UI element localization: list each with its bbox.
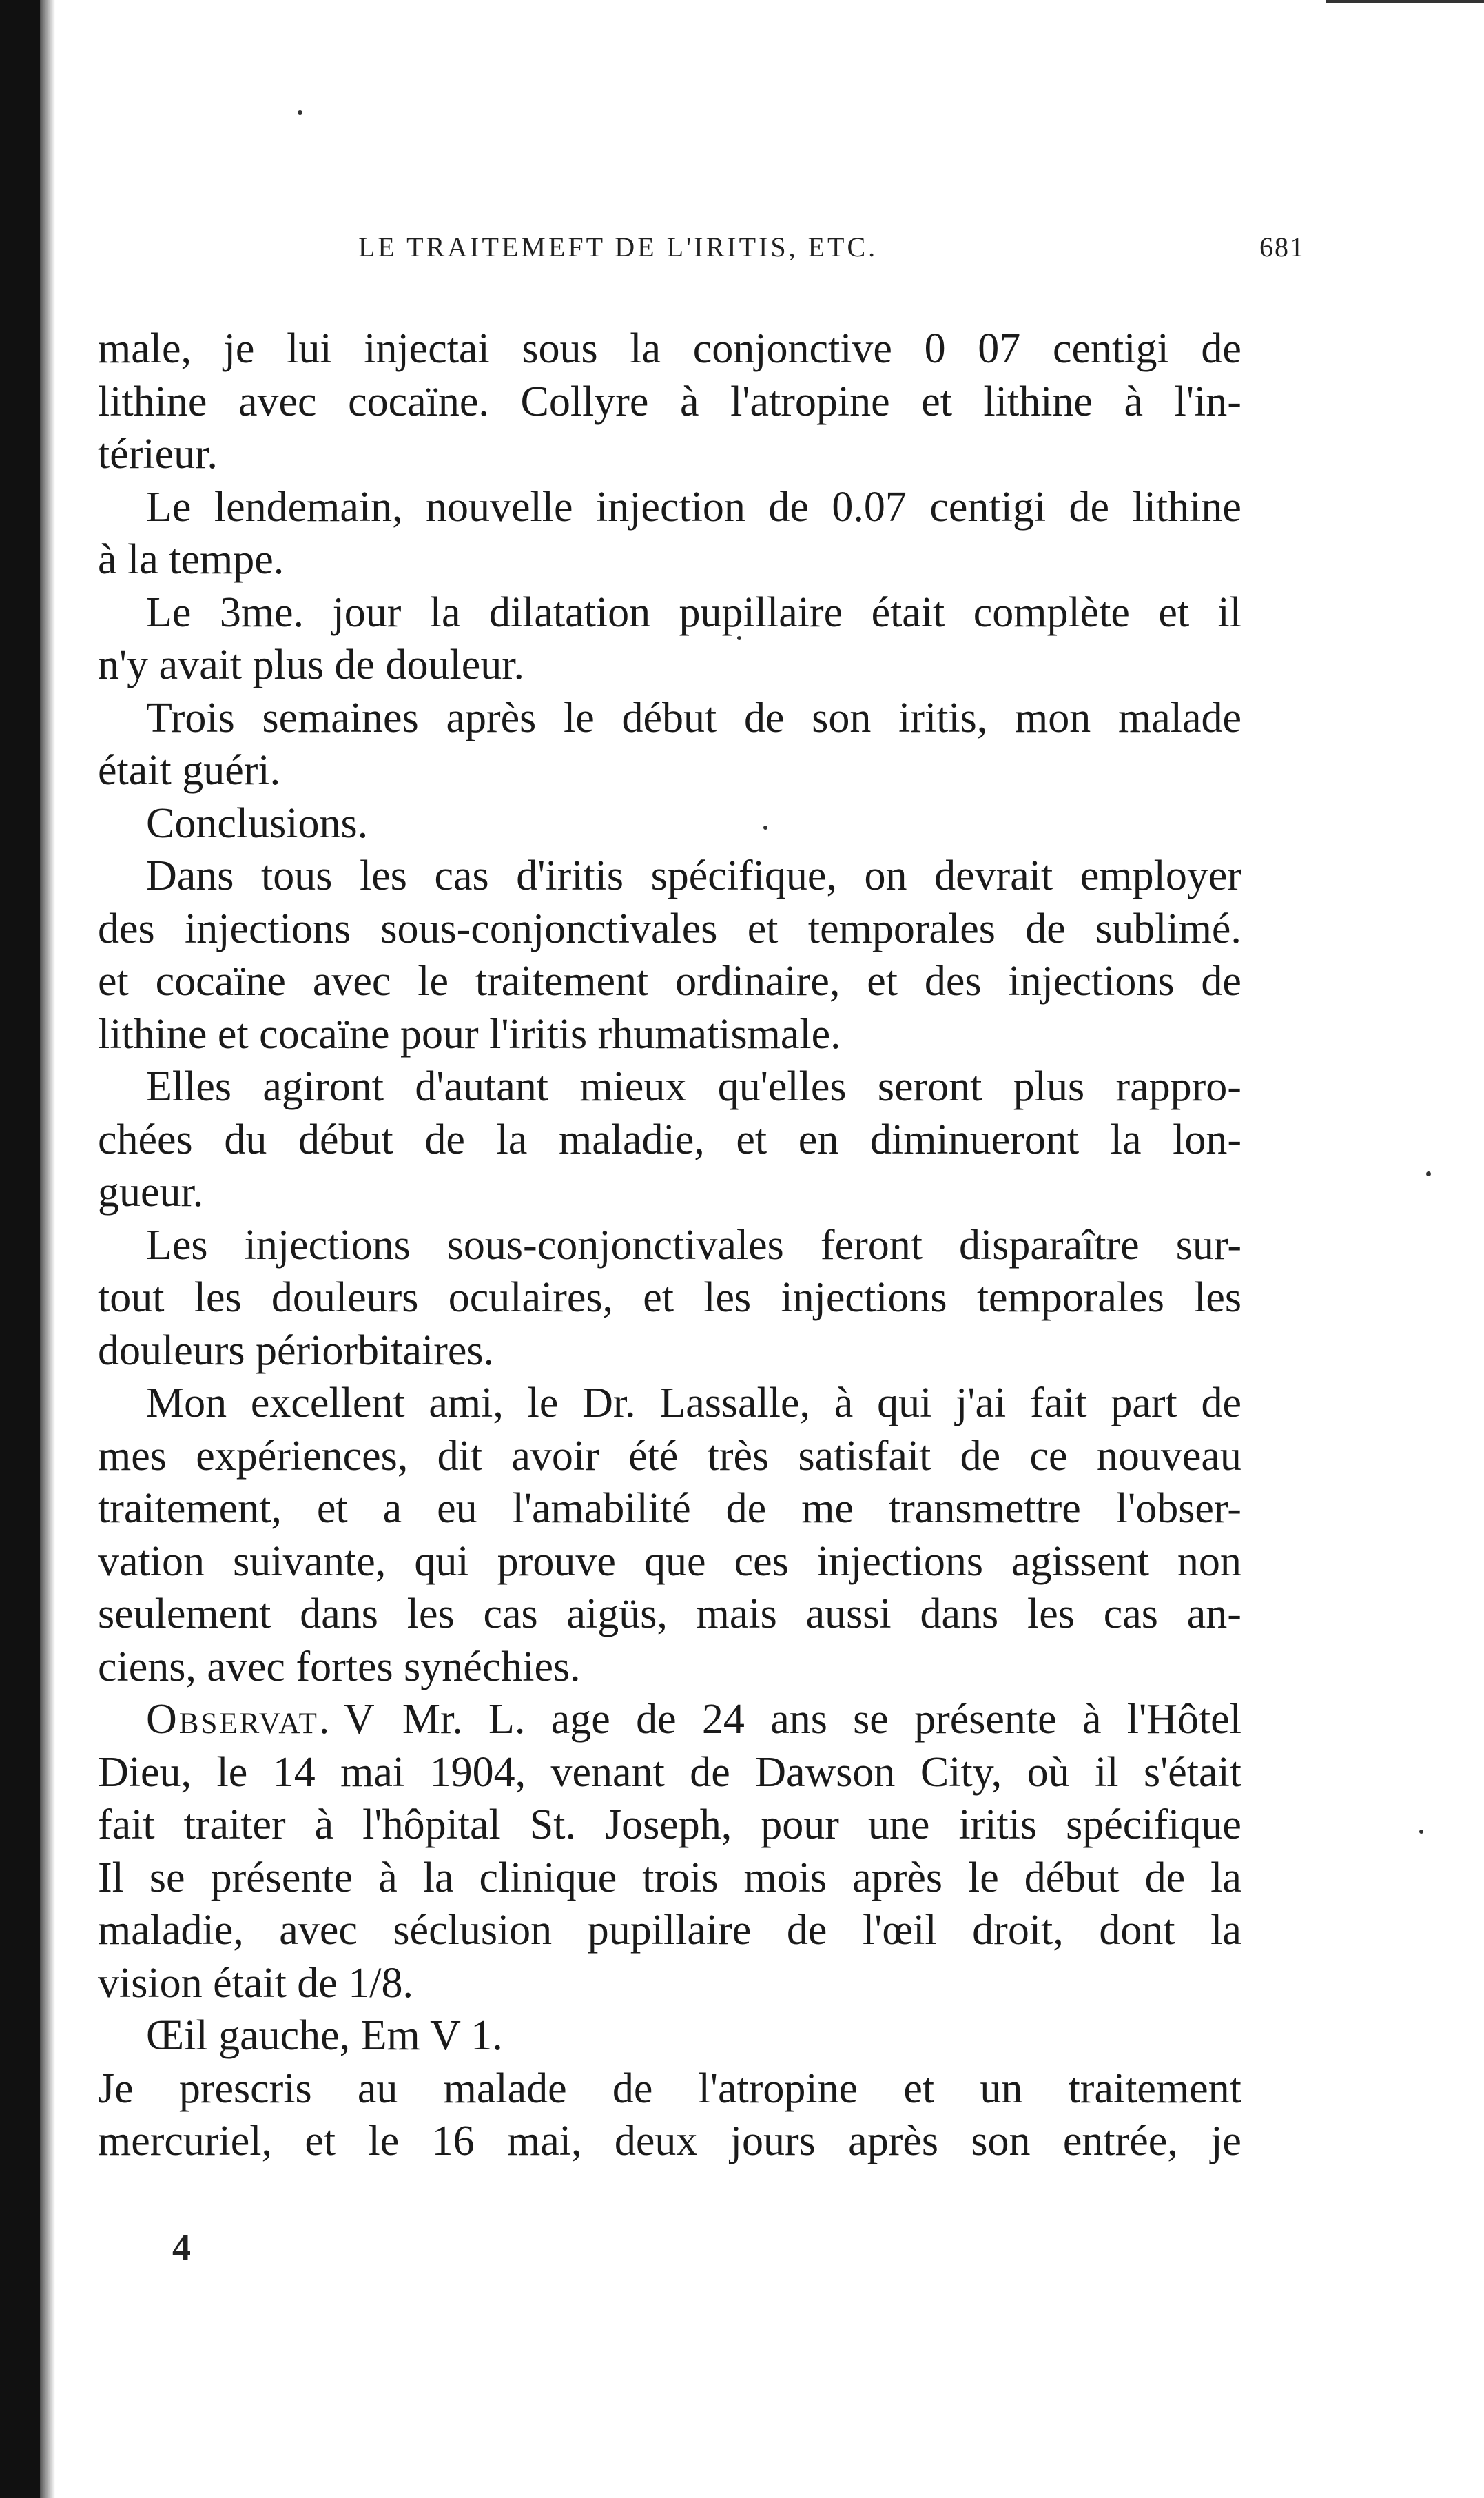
word: le <box>368 2118 400 2164</box>
word: transmettre <box>888 1485 1081 1532</box>
print-speck <box>298 110 302 115</box>
word: lithine <box>1132 483 1241 531</box>
word: a <box>382 1485 402 1532</box>
word: et <box>316 1485 348 1532</box>
word: la <box>1210 1907 1241 1954</box>
word: 24 <box>701 1696 745 1743</box>
word: début <box>1024 1854 1120 1901</box>
word: d'autant <box>415 1063 548 1110</box>
text-line <box>98 1641 1241 1694</box>
word: se <box>853 1696 889 1743</box>
word: lithine <box>983 378 1093 425</box>
word: était <box>871 588 945 636</box>
word: douleurs <box>271 1274 419 1321</box>
word: semaines <box>262 694 419 741</box>
word: la <box>429 588 461 636</box>
text-line <box>98 1852 1241 1905</box>
word: tout <box>98 1274 165 1321</box>
word: la <box>422 1854 454 1901</box>
word: début <box>298 1116 393 1163</box>
word: à <box>1124 378 1144 425</box>
word: deux <box>614 2118 698 2164</box>
word: prouve <box>497 1537 616 1585</box>
word: mai, <box>507 2118 582 2164</box>
word: Dawson <box>755 1748 896 1796</box>
word: 14 <box>272 1748 316 1796</box>
word: seulement <box>98 1590 271 1637</box>
word: fait <box>98 1801 155 1848</box>
word: cocaïne. <box>348 378 489 425</box>
word: spécifique, <box>650 852 837 899</box>
word: Mr. <box>402 1696 463 1743</box>
word: centigi <box>1052 325 1169 372</box>
text-line <box>98 1430 1241 1483</box>
text-line <box>98 533 1241 586</box>
word: l'obser- <box>1115 1485 1241 1532</box>
word: l'Hôtel <box>1126 1696 1241 1743</box>
word: au <box>357 2065 398 2112</box>
word: malade <box>443 2065 567 2112</box>
word: injectai <box>364 325 490 372</box>
word: avec <box>279 1907 358 1954</box>
word: de <box>1069 483 1110 531</box>
word: Lassalle, <box>659 1380 811 1426</box>
word: pour <box>761 1801 839 1848</box>
word: entrée, <box>1062 2118 1178 2164</box>
word: maladie, <box>559 1116 705 1163</box>
word: seront <box>877 1063 982 1110</box>
line-text: à la tempe. <box>98 536 285 583</box>
word: Joseph, <box>604 1801 732 1848</box>
word: de <box>1201 325 1241 372</box>
word: son <box>812 694 872 741</box>
word: Mon <box>146 1380 227 1426</box>
word: spécifique <box>1066 1801 1241 1848</box>
word: et <box>921 378 952 425</box>
text-line <box>98 1588 1241 1641</box>
word: à <box>834 1380 854 1426</box>
word: lon- <box>1173 1116 1241 1163</box>
word: des <box>98 905 155 952</box>
word: Le <box>146 483 192 531</box>
word: la <box>496 1116 528 1163</box>
word: et <box>736 1116 767 1163</box>
text-line <box>98 1114 1241 1167</box>
text-line <box>98 1904 1241 1957</box>
text-line <box>98 1324 1241 1378</box>
word: iritis <box>958 1801 1038 1848</box>
word: l'amabilité <box>512 1485 691 1532</box>
word: conjonctive <box>692 325 892 372</box>
signature-mark: 4 <box>172 2226 191 2268</box>
word: il <box>1217 588 1241 636</box>
text-line <box>98 797 1241 850</box>
word: sous-conjonctivales <box>380 905 718 952</box>
word: complète <box>973 588 1130 636</box>
word: son <box>971 2118 1031 2164</box>
word: de <box>1201 958 1241 1005</box>
word: mon <box>1015 694 1091 741</box>
word: dont <box>1099 1907 1175 1954</box>
word: expériences, <box>196 1432 409 1480</box>
word: Dr. <box>582 1380 636 1426</box>
word: cocaïne <box>155 958 286 1005</box>
word: il <box>1095 1748 1119 1796</box>
word: je <box>1210 2118 1241 2164</box>
word: temporales <box>807 905 996 952</box>
word: me <box>801 1485 854 1532</box>
word: et <box>98 958 129 1005</box>
word: ordinaire, <box>675 958 841 1005</box>
word: dit <box>437 1432 483 1480</box>
text-line <box>98 692 1241 745</box>
line-text: lithine et cocaïne pour l'iritis rhumatismale. <box>98 1010 841 1058</box>
word: dilatation <box>488 588 651 636</box>
text-line <box>98 1957 1241 2010</box>
print-speck <box>1419 1830 1423 1834</box>
binding-edge <box>0 0 40 2498</box>
text-line <box>98 586 1241 639</box>
running-header <box>358 231 1305 286</box>
word: lendemain, <box>214 483 403 531</box>
word: de <box>636 1696 677 1743</box>
word: pupillaire <box>679 588 843 636</box>
word: se <box>149 1854 185 1901</box>
word: après <box>446 694 537 741</box>
word: de <box>1025 905 1066 952</box>
word: début <box>621 694 717 741</box>
word: mieux <box>579 1063 687 1110</box>
word: Le <box>146 588 192 636</box>
word: traitement <box>1068 2065 1241 2112</box>
word: qui <box>414 1537 469 1585</box>
word: jours <box>730 2118 816 2164</box>
observation-label: Observat. V <box>146 1696 377 1743</box>
word: 16 <box>431 2118 475 2164</box>
word: sur- <box>1175 1221 1241 1269</box>
word: 3me. <box>219 588 305 636</box>
word: mes <box>98 1432 167 1480</box>
word: de <box>612 2065 653 2112</box>
line-text: était guéri. <box>98 747 281 794</box>
word: de <box>1201 1380 1241 1426</box>
word: et <box>867 958 898 1005</box>
word: à <box>1082 1696 1102 1743</box>
word: injections <box>185 905 351 952</box>
line-text: Conclusions. <box>146 799 369 847</box>
word: City, <box>920 1748 1002 1796</box>
word: maladie, <box>98 1907 244 1954</box>
word: venant <box>550 1748 665 1796</box>
text-line <box>98 903 1241 956</box>
print-speck <box>737 636 741 640</box>
word: le <box>563 694 595 741</box>
word: et <box>643 1274 674 1321</box>
word: qu'elles <box>717 1063 847 1110</box>
word: ce <box>1029 1432 1068 1480</box>
word: employer <box>1080 852 1241 899</box>
word: 1904, <box>429 1748 526 1796</box>
page-number: 681 <box>1259 232 1305 263</box>
word: prescris <box>178 2065 312 2112</box>
text-line <box>98 428 1241 481</box>
word: à <box>378 1854 398 1901</box>
word: qui <box>877 1380 932 1426</box>
word: traitement <box>475 958 649 1005</box>
word: devrait <box>934 852 1053 899</box>
word: à <box>680 378 699 425</box>
word: le <box>968 1854 999 1901</box>
word: de <box>690 1748 730 1796</box>
word: Il <box>98 1854 124 1901</box>
word: je <box>223 325 255 372</box>
word: suivante, <box>233 1537 387 1585</box>
word: présente <box>210 1854 353 1901</box>
word: aigüs, <box>566 1590 668 1637</box>
word: eu <box>437 1485 477 1532</box>
word: d'iritis <box>516 852 624 899</box>
word: an- <box>1186 1590 1241 1637</box>
word: traiter <box>183 1801 286 1848</box>
text-line <box>98 1482 1241 1535</box>
word: Trois <box>146 694 235 741</box>
text-line <box>98 1271 1241 1324</box>
text-line <box>98 376 1241 429</box>
word: chées <box>98 1116 193 1163</box>
word: 0.07 <box>832 483 907 531</box>
word: lui <box>287 325 332 372</box>
word: de <box>960 1432 1001 1480</box>
word: trois <box>642 1854 719 1901</box>
word: mois <box>743 1854 827 1901</box>
word: centigi <box>929 483 1047 531</box>
word: l'atropine <box>730 378 890 425</box>
text-line <box>98 481 1241 534</box>
word: agiront <box>262 1063 384 1110</box>
word: avec <box>312 958 391 1005</box>
text-line <box>98 1799 1241 1852</box>
word: les <box>359 852 407 899</box>
word: les <box>703 1274 752 1321</box>
line-text: gueur. <box>98 1169 204 1216</box>
word: excellent <box>250 1380 405 1426</box>
word: en <box>798 1116 839 1163</box>
word: de <box>1144 1854 1186 1901</box>
word: et <box>747 905 779 952</box>
text-line <box>98 1061 1241 1114</box>
word: très <box>707 1432 770 1480</box>
word: male, <box>98 325 192 372</box>
word: et <box>903 2065 935 2112</box>
word: ces <box>734 1537 789 1585</box>
text-line <box>98 1008 1241 1061</box>
word: l'hôpital <box>362 1801 501 1848</box>
word: Collyre <box>520 378 649 425</box>
line-text: ciens, avec fortes synéchies. <box>98 1643 581 1690</box>
word: les <box>1194 1274 1241 1321</box>
word: de <box>725 1485 767 1532</box>
word: la <box>1210 1854 1241 1901</box>
text-line <box>98 1746 1241 1799</box>
word: la <box>630 325 661 372</box>
word: agissent <box>1011 1537 1149 1585</box>
word: rappro- <box>1115 1063 1241 1110</box>
text-line <box>98 1219 1241 1272</box>
word: l'atropine <box>698 2065 858 2112</box>
word: des <box>924 958 982 1005</box>
word: droit, <box>972 1907 1064 1954</box>
word: Je <box>98 2065 134 2112</box>
word: clinique <box>479 1854 617 1901</box>
word: pupillaire <box>587 1907 752 1954</box>
word: Dans <box>146 852 234 899</box>
word: aussi <box>805 1590 892 1637</box>
word: les <box>1027 1590 1075 1637</box>
word: 07 <box>978 325 1021 372</box>
word: du <box>224 1116 267 1163</box>
text-line <box>98 850 1241 903</box>
word: mais <box>696 1590 777 1637</box>
word: de <box>743 694 785 741</box>
line-text: douleurs périorbitaires. <box>98 1327 495 1374</box>
word: un <box>980 2065 1023 2112</box>
text-line <box>98 2062 1241 2116</box>
text-line <box>98 2115 1241 2168</box>
word: 0 <box>924 325 946 372</box>
text-line <box>98 639 1241 692</box>
word: le <box>527 1380 559 1426</box>
word: de <box>424 1116 465 1163</box>
word: les <box>194 1274 242 1321</box>
word: non <box>1177 1537 1241 1585</box>
word: avoir <box>511 1432 599 1480</box>
word: injections <box>781 1274 947 1321</box>
text-line <box>98 1377 1241 1430</box>
word: satisfait <box>798 1432 931 1480</box>
word: mercuriel, <box>98 2118 273 2164</box>
text-line <box>98 2009 1241 2062</box>
word: cas <box>434 852 489 899</box>
word: sublimé. <box>1095 905 1241 952</box>
word: après <box>848 2118 938 2164</box>
top-rule <box>1326 0 1484 3</box>
word: mai <box>340 1748 405 1796</box>
line-text: térieur. <box>98 431 218 478</box>
text-line <box>98 323 1241 376</box>
word: traitement, <box>98 1485 282 1532</box>
print-speck <box>763 826 767 830</box>
word: nouveau <box>1096 1432 1241 1480</box>
word: cas <box>483 1590 538 1637</box>
word: age <box>550 1696 610 1743</box>
word: jour <box>332 588 402 636</box>
word: on <box>864 852 907 899</box>
word: l'œil <box>862 1907 937 1954</box>
word: fait <box>1029 1380 1087 1426</box>
word: les <box>406 1590 455 1637</box>
word: iritis, <box>898 694 988 741</box>
word: s'était <box>1143 1748 1241 1796</box>
text-line <box>98 744 1241 797</box>
word: que <box>643 1537 706 1585</box>
line-text: Œil gauche, Em V 1. <box>146 2012 503 2059</box>
word: lithine <box>98 378 207 425</box>
word: part <box>1111 1380 1177 1426</box>
text-line <box>98 1693 1241 1746</box>
word: après <box>852 1854 942 1901</box>
word: dans <box>300 1590 378 1637</box>
word: une <box>867 1801 930 1848</box>
word: vation <box>98 1537 205 1585</box>
word: été <box>628 1432 679 1480</box>
word: séclusion <box>393 1907 553 1954</box>
word: où <box>1027 1748 1070 1796</box>
word: Les <box>146 1221 208 1269</box>
word: St. <box>529 1801 576 1848</box>
word: présente <box>914 1696 1057 1743</box>
word: dans <box>920 1590 999 1637</box>
word: le <box>418 958 449 1005</box>
word: de <box>786 1907 827 1954</box>
word: temporales <box>976 1274 1164 1321</box>
word: nouvelle <box>426 483 573 531</box>
text-line <box>98 1166 1241 1219</box>
word: à <box>314 1801 334 1848</box>
word: j'ai <box>956 1380 1007 1426</box>
word: la <box>1110 1116 1142 1163</box>
line-text: n'y avait plus de douleur. <box>98 642 525 688</box>
word: Dieu, <box>98 1748 192 1796</box>
text-line <box>98 955 1241 1008</box>
word: injections <box>244 1221 411 1269</box>
word: L. <box>488 1696 526 1743</box>
word: Elles <box>146 1063 231 1110</box>
body-text <box>98 323 1241 2168</box>
word: oculaires, <box>448 1274 613 1321</box>
word: tous <box>261 852 333 899</box>
word: feront <box>820 1221 923 1269</box>
line-lead-group <box>146 1693 377 1746</box>
word: diminueront <box>869 1116 1080 1163</box>
word: ami, <box>429 1380 504 1426</box>
word: le <box>216 1748 248 1796</box>
word: disparaître <box>959 1221 1140 1269</box>
word: et <box>305 2118 336 2164</box>
word: plus <box>1013 1063 1085 1110</box>
line-text: vision était de 1/8. <box>98 1959 414 2007</box>
word: malade <box>1117 694 1241 741</box>
word: sous-conjonctivales <box>446 1221 784 1269</box>
word: cas <box>1103 1590 1158 1637</box>
word: injection <box>595 483 745 531</box>
text-line <box>98 1535 1241 1588</box>
running-title: LE TRAITEMEFT DE L'IRITIS, ETC. <box>358 232 878 263</box>
word: injections <box>816 1537 983 1585</box>
word: sous <box>522 325 598 372</box>
word: avec <box>238 378 317 425</box>
word: injections <box>1008 958 1175 1005</box>
print-speck <box>1426 1171 1431 1176</box>
word: l'in- <box>1174 378 1241 425</box>
word: ans <box>770 1696 827 1743</box>
word: et <box>1158 588 1190 636</box>
word: de <box>768 483 809 531</box>
